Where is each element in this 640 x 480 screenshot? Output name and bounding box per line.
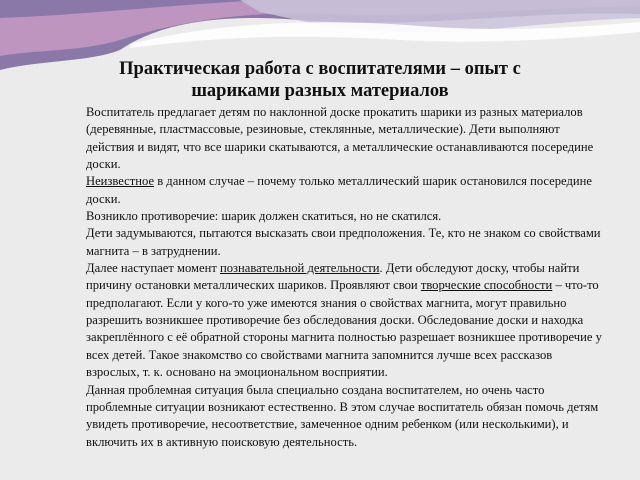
slide-title-line1: Практическая работа с воспитателями – опыт с [119,59,521,79]
paragraph: Данная проблемная ситуация была специально создана воспитателем, но очень часто проблемные ситуации возникают естественно. В этом случае воспитатель обязан помочь детям увидеть противоречие, несоответствие, замеченное одним ребенком (или несколькими), и включить их в активную поисковую деятельность. [86,382,599,449]
underlined-term: творческие способности [420,278,553,293]
underlined-term: познавательной деятельности [220,261,380,276]
slide-title-line2: шариками разных материалов [191,81,449,101]
paragraph: Неизвестное в данном случае – почему только металлический шарик остановился посередине доски. [86,174,592,206]
paragraph: Возникло противоречие: шарик должен скатиться, но не скатился. [86,209,442,224]
paragraph: Дети задумываются, пытаются высказать свои предположения. Те, кто не знаком со свойствами магнита – в затруднении. [86,226,601,258]
slide-title [60,58,580,102]
underlined-term: Неизвестное [86,174,155,189]
paragraph: Далее наступает момент познавательной деятельности. Дети обследуют доску, чтобы найти причину остановки металлических шариков. Проявляют свои творческие способности – что-то предполагают. Если у кого-то уже имеются знания о свойствах магнита, могут правильно разрешить возникшее противоречие без обследования доски. Обследование доски и находка закреплённого с её обратной стороны магнита полностью разрешает возникшее противоречие у всех детей. Такое знакомство со свойствами магнита запомнится лучше всех рассказов взрослых, т. к. основано на эмоциональном восприятии. [86,261,602,380]
paragraph: Воспитатель предлагает детям по наклонной доске прокатить шарики из разных материалов (деревянные, пластмассовые, резиновые, стеклянные, металлические). Дети выполняют действия и видят, что все шарики скатываются, а металлические останавливаются посередине доски. [86,105,594,172]
slide-body [86,104,606,451]
